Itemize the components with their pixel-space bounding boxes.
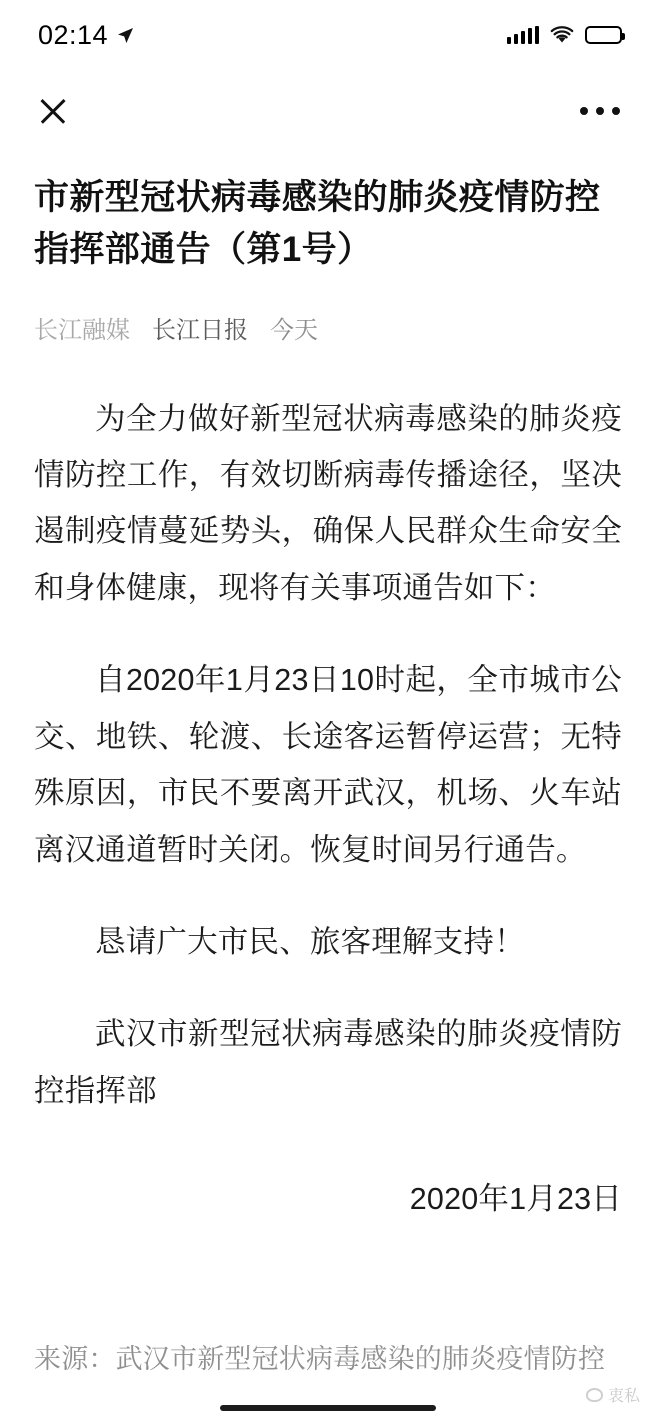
location-arrow-icon	[117, 27, 134, 44]
article-source-footer: 来源：武汉市新型冠状病毒感染的肺炎疫情防控	[34, 1344, 606, 1374]
wifi-icon	[550, 26, 574, 44]
status-bar-left	[38, 20, 134, 51]
watermark-text: 衷私	[607, 1388, 640, 1405]
article-timestamp: 今天	[270, 316, 318, 344]
article-container	[0, 172, 656, 1228]
article-body	[34, 391, 622, 1228]
watermark	[586, 1383, 640, 1406]
battery-icon	[585, 26, 622, 44]
status-time: 02:14	[38, 19, 109, 50]
more-options-icon[interactable]	[580, 107, 620, 115]
cellular-signal-icon	[507, 26, 539, 44]
article-paragraph: 自2020年1月23日10时起，全市城市公交、地铁、轮渡、长途客运暂停运营；无特殊原因，市民不要离开武汉，机场、火车站离汉通道暂时关闭。恢复时间另行通告。	[34, 663, 622, 867]
article-source[interactable]: 长江日报	[152, 316, 248, 344]
article-meta	[34, 310, 622, 345]
status-bar-right	[507, 26, 622, 44]
navigation-bar	[0, 70, 656, 152]
home-indicator[interactable]	[220, 1405, 436, 1411]
page-title: 市新型冠状病毒感染的肺炎疫情防控指挥部通告（第1号）	[34, 178, 601, 269]
weibo-logo-icon	[586, 1388, 603, 1402]
article-author: 长江融媒	[34, 316, 130, 344]
status-bar	[0, 0, 656, 70]
article-signature: 武汉市新型冠状病毒感染的肺炎疫情防控指挥部	[34, 1017, 622, 1108]
article-paragraph: 为全力做好新型冠状病毒感染的肺炎疫情防控工作，有效切断病毒传播途径，坚决遏制疫情蔓延势头，确保人民群众生命安全和身体健康，现将有关事项通告如下：	[34, 401, 622, 605]
article-paragraph: 恳请广大市民、旅客理解支持！	[95, 924, 525, 959]
article-date: 2020年1月23日	[409, 1182, 622, 1217]
close-icon[interactable]	[36, 94, 70, 128]
